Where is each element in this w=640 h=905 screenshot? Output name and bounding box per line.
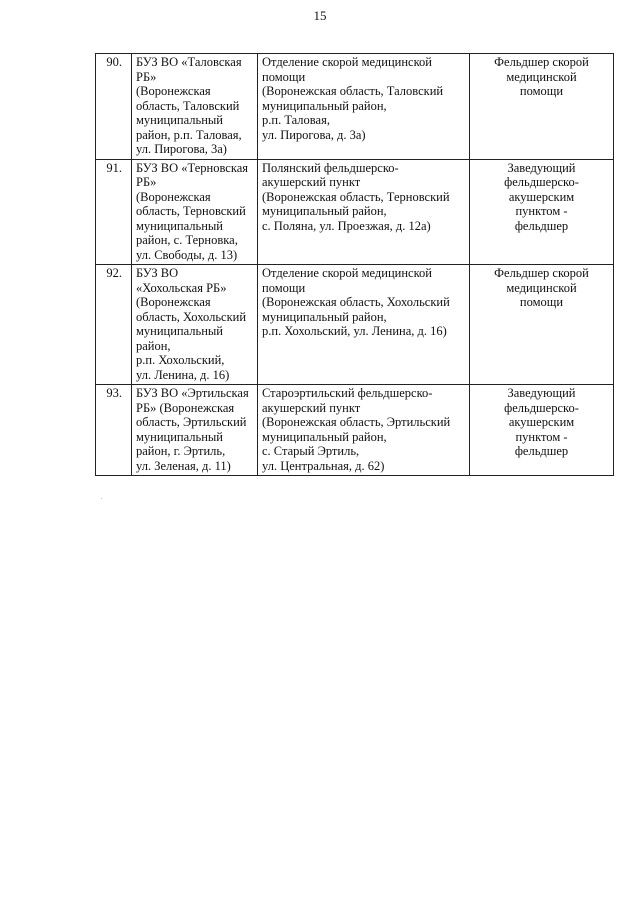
organization-line: ул. Свободы, д. 13) xyxy=(136,247,238,262)
organization-line: р.п. Хохольский, xyxy=(136,353,225,367)
organization-line: (Воронежская xyxy=(136,84,211,98)
unit-line: Полянский фельдшерско- xyxy=(262,160,399,175)
organization-line: РБ» xyxy=(136,69,157,84)
unit-line: муниципальный район, xyxy=(262,98,387,113)
unit-line: акушерский пункт xyxy=(262,400,361,415)
organization-line: район, с. Терновка, xyxy=(136,233,238,247)
unit-line: с. Старый Эртиль, xyxy=(262,444,360,458)
position-line: фельдшер xyxy=(514,444,569,458)
organization-line: муниципальный xyxy=(136,429,223,444)
organization-line: район, г. Эртиль, xyxy=(136,444,226,458)
unit-line: р.п. Хохольский, ул. Ленина, д. 16) xyxy=(262,324,447,338)
table-row xyxy=(96,385,614,476)
position-line: Заведующий xyxy=(507,386,576,400)
unit-line: р.п. Таловая, xyxy=(262,113,330,127)
organization-line: «Хохольская РБ» xyxy=(136,280,227,295)
organization-line: область, Терновский xyxy=(136,204,246,218)
row-number: 91. xyxy=(106,160,122,175)
position-cell xyxy=(470,54,614,160)
organization-line: ул. Ленина, д. 16) xyxy=(136,367,230,382)
position-line: фельдшер xyxy=(514,218,569,233)
organization-cell xyxy=(132,385,258,476)
unit-line: ул. Пирогова, д. 3а) xyxy=(262,127,366,142)
organization-line: РБ» (Воронежская xyxy=(136,400,235,415)
registry-table xyxy=(95,53,614,476)
scan-speck xyxy=(101,498,102,499)
unit-line: (Воронежская область, Терновский xyxy=(262,189,450,204)
position-line: Фельдшер скорой xyxy=(494,266,589,280)
organization-line: область, Таловский xyxy=(136,98,240,113)
unit-line: муниципальный район, xyxy=(262,204,387,218)
position-line: Заведующий xyxy=(507,160,576,175)
unit-line: Отделение скорой медицинской xyxy=(262,55,432,69)
unit-line: помощи xyxy=(262,69,306,84)
organization-line: ул. Пирогова, 3а) xyxy=(136,142,227,156)
row-number: 93. xyxy=(106,386,122,400)
table-row xyxy=(96,54,614,160)
position-line: акушерским xyxy=(508,415,575,429)
organization-line: муниципальный xyxy=(136,218,223,233)
organization-line: область, Хохольский xyxy=(136,309,247,324)
unit-cell xyxy=(258,265,470,385)
organization-line: БУЗ ВО «Таловская xyxy=(136,55,242,69)
position-line: акушерским xyxy=(508,189,575,204)
organization-line: БУЗ ВО «Терновская xyxy=(136,160,249,175)
row-number-cell xyxy=(96,385,132,476)
row-number-cell xyxy=(96,159,132,265)
position-line: пунктом - xyxy=(515,204,568,218)
unit-line: муниципальный район, xyxy=(262,309,387,324)
position-line: фельдшерско- xyxy=(504,400,579,415)
unit-cell xyxy=(258,159,470,265)
organization-line: ул. Зеленая, д. 11) xyxy=(136,458,231,473)
organization-line: район, xyxy=(136,338,171,353)
position-line: медицинской xyxy=(506,69,577,84)
table-row xyxy=(96,265,614,385)
position-cell xyxy=(470,159,614,265)
row-number: 92. xyxy=(106,266,122,280)
unit-cell xyxy=(258,385,470,476)
row-number-cell xyxy=(96,265,132,385)
organization-line: (Воронежская xyxy=(136,295,211,309)
row-number-cell xyxy=(96,54,132,160)
position-cell xyxy=(470,385,614,476)
organization-line: муниципальный xyxy=(136,113,223,127)
organization-line: БУЗ ВО xyxy=(136,266,179,280)
row-number: 90. xyxy=(106,55,122,69)
unit-line: ул. Центральная, д. 62) xyxy=(262,458,385,473)
organization-cell xyxy=(132,159,258,265)
position-line: медицинской xyxy=(506,280,577,295)
position-line: пунктом - xyxy=(515,429,568,444)
unit-cell xyxy=(258,54,470,160)
unit-line: помощи xyxy=(262,280,306,295)
organization-line: область, Эртильский xyxy=(136,415,247,429)
unit-line: с. Поляна, ул. Проезжая, д. 12а) xyxy=(262,218,431,233)
unit-line: (Воронежская область, Хохольский xyxy=(262,295,450,309)
organization-cell xyxy=(132,265,258,385)
organization-line: (Воронежская xyxy=(136,189,211,204)
unit-line: Отделение скорой медицинской xyxy=(262,266,432,280)
unit-line: муниципальный район, xyxy=(262,429,387,444)
organization-line: БУЗ ВО «Эртильская xyxy=(136,386,249,400)
position-cell xyxy=(470,265,614,385)
page-number: 15 xyxy=(313,8,327,23)
table-row xyxy=(96,159,614,265)
unit-line: Староэртильский фельдшерско- xyxy=(262,386,433,400)
unit-line: акушерский пункт xyxy=(262,175,361,189)
position-line: помощи xyxy=(519,295,564,309)
unit-line: (Воронежская область, Таловский xyxy=(262,84,444,98)
organization-line: район, р.п. Таловая, xyxy=(136,127,242,142)
organization-line: РБ» xyxy=(136,175,157,189)
position-line: фельдшерско- xyxy=(504,175,579,189)
organization-cell xyxy=(132,54,258,160)
unit-line: (Воронежская область, Эртильский xyxy=(262,415,451,429)
organization-line: муниципальный xyxy=(136,324,223,338)
position-line: Фельдшер скорой xyxy=(494,55,589,69)
position-line: помощи xyxy=(519,84,564,98)
